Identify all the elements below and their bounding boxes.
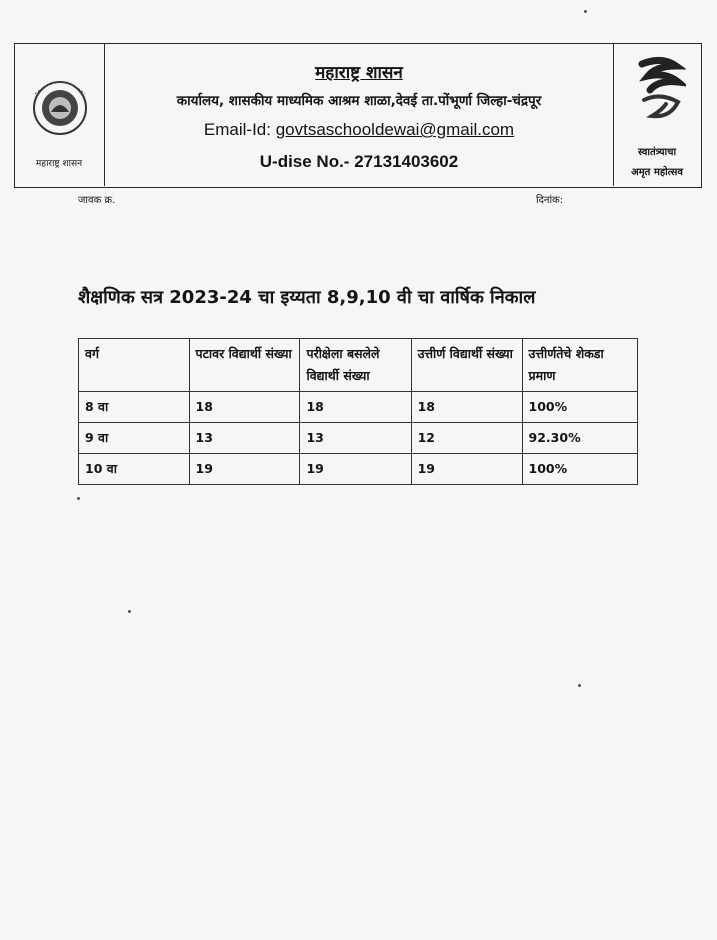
result-heading: शैक्षणिक सत्र 2023-24 चा इय्यता 8,9,10 वी चा वार्षिक निकाल bbox=[78, 287, 536, 308]
right-logo-line2: अमृत महोत्सव bbox=[631, 167, 683, 178]
scan-speck bbox=[578, 684, 581, 687]
date-label: दिनांक: bbox=[536, 195, 564, 206]
right-logo-line1: स्वातंत्र्याचा bbox=[637, 147, 677, 158]
cell-pass-percentage: 100% bbox=[522, 454, 637, 485]
email-label: Email-Id: bbox=[203, 120, 271, 139]
results-table bbox=[78, 338, 638, 485]
cell-enrolled: 19 bbox=[189, 454, 300, 485]
udise-number: 27131403602 bbox=[354, 152, 459, 171]
table-row bbox=[79, 454, 638, 485]
cell-passed: 19 bbox=[411, 454, 522, 485]
header-appeared: परीक्षेला बसलेले विद्यार्थी संख्या bbox=[300, 339, 411, 392]
cell-passed: 12 bbox=[411, 423, 522, 454]
udise-label: U-dise No.- bbox=[259, 152, 350, 171]
udise-line bbox=[105, 152, 613, 172]
right-logo-box bbox=[613, 44, 701, 186]
cell-passed: 18 bbox=[411, 392, 522, 423]
cell-class: 8 वा bbox=[79, 392, 190, 423]
header-enrolled: पटावर विद्यार्थी संख्या bbox=[189, 339, 300, 392]
amrut-mahotsav-logo-icon bbox=[632, 56, 686, 126]
cell-appeared: 13 bbox=[300, 423, 411, 454]
table-row bbox=[79, 423, 638, 454]
cell-appeared: 19 bbox=[300, 454, 411, 485]
left-logo-box bbox=[15, 44, 105, 186]
email-line bbox=[105, 120, 613, 140]
left-logo-caption: महाराष्ट्र शासन bbox=[35, 159, 83, 169]
cell-enrolled: 13 bbox=[189, 423, 300, 454]
header-class: वर्ग bbox=[79, 339, 190, 392]
email-address: govtsaschooldewai@gmail.com bbox=[275, 120, 515, 139]
outward-number-label: जावक क्र. bbox=[78, 195, 116, 206]
cell-class: 10 वा bbox=[79, 454, 190, 485]
cell-pass-percentage: 92.30% bbox=[522, 423, 637, 454]
letterhead bbox=[14, 43, 702, 188]
government-title: महाराष्ट्र शासन bbox=[315, 63, 403, 83]
scan-speck bbox=[128, 610, 131, 613]
table-row bbox=[79, 392, 638, 423]
header-passed: उत्तीर्ण विद्यार्थी संख्या bbox=[411, 339, 522, 392]
office-address: कार्यालय, शासकीय माध्यमिक आश्रम शाळा,देवई ता.पोंभूर्णा जिल्हा-चंद्रपूर bbox=[176, 93, 542, 109]
letterhead-text bbox=[105, 44, 613, 186]
cell-class: 9 वा bbox=[79, 423, 190, 454]
header-pass-percentage: उत्तीर्णतेचे शेकडा प्रमाण bbox=[522, 339, 637, 392]
scan-speck bbox=[584, 10, 587, 13]
scan-speck bbox=[77, 497, 80, 500]
cell-appeared: 18 bbox=[300, 392, 411, 423]
table-header-row bbox=[79, 339, 638, 392]
cell-pass-percentage: 100% bbox=[522, 392, 637, 423]
cell-enrolled: 18 bbox=[189, 392, 300, 423]
education-department-seal-icon bbox=[29, 72, 91, 152]
